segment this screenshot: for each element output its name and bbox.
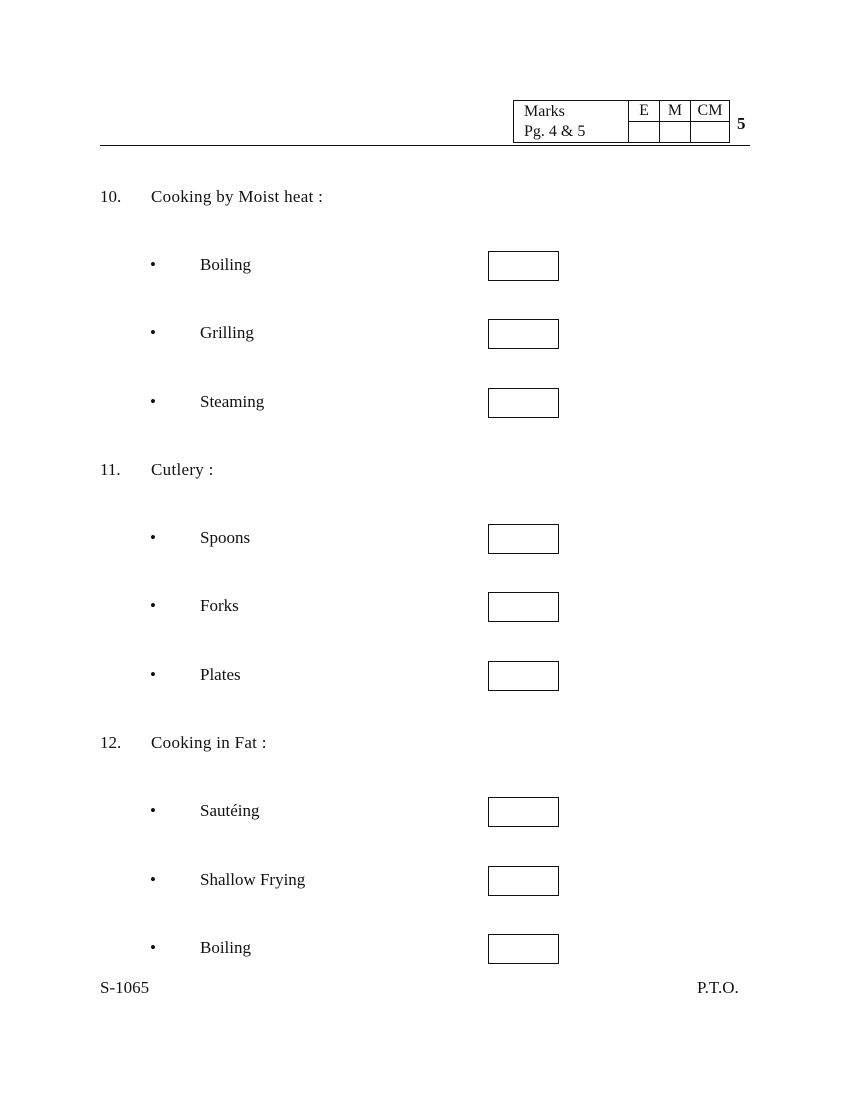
option-shallow-frying: [150, 866, 560, 896]
answer-box[interactable]: [488, 797, 559, 827]
bullet-icon: •: [150, 255, 156, 274]
bullet-icon: •: [150, 665, 156, 684]
question-text: Cooking in Fat :: [151, 733, 267, 752]
answer-box[interactable]: [488, 866, 559, 896]
option-sauteing: [150, 797, 560, 827]
option-label: Shallow Frying: [200, 870, 306, 889]
option-label: Steaming: [200, 392, 265, 411]
option-spoons: [150, 524, 560, 554]
bullet-icon: •: [150, 870, 156, 889]
bullet-icon: •: [150, 801, 156, 820]
marks-e-field[interactable]: [629, 122, 660, 143]
marks-label-cell: [514, 101, 629, 143]
answer-box[interactable]: [488, 319, 559, 349]
header-divider: [100, 145, 750, 146]
option-forks: [150, 592, 560, 622]
bullet-icon: •: [150, 596, 156, 615]
option-label: Forks: [200, 596, 239, 615]
bullet-icon: •: [150, 938, 156, 957]
bullet-icon: •: [150, 323, 156, 342]
marks-m-field[interactable]: [660, 122, 691, 143]
option-label: Boiling: [200, 255, 252, 274]
question-number: 12.: [100, 733, 122, 752]
option-plates: [150, 661, 560, 691]
answer-box[interactable]: [488, 934, 559, 964]
marks-col-m-header: M: [660, 101, 691, 122]
bullet-icon: •: [150, 528, 156, 547]
option-boiling-fat: [150, 934, 560, 964]
paper-code: S-1065: [100, 978, 150, 997]
option-grilling: [150, 319, 560, 349]
answer-box[interactable]: [488, 388, 559, 418]
question-text: Cooking by Moist heat :: [151, 187, 324, 206]
page-number: 5: [737, 114, 746, 133]
marks-col-e-header: E: [629, 101, 660, 122]
pto-label: P.T.O.: [697, 978, 739, 997]
answer-box[interactable]: [488, 592, 559, 622]
question-number: 10.: [100, 187, 122, 206]
option-label: Spoons: [200, 528, 251, 547]
answer-box[interactable]: [488, 661, 559, 691]
marks-table: [513, 100, 730, 143]
option-steaming: [150, 388, 560, 418]
answer-box[interactable]: [488, 251, 559, 281]
question-text: Cutlery :: [151, 460, 214, 479]
bullet-icon: •: [150, 392, 156, 411]
option-boiling: [150, 251, 560, 281]
answer-box[interactable]: [488, 524, 559, 554]
option-label: Sautéing: [200, 801, 260, 820]
option-label: Plates: [200, 665, 241, 684]
option-label: Grilling: [200, 323, 254, 342]
option-label: Boiling: [200, 938, 252, 957]
pages-label: Pg. 4 & 5: [524, 122, 586, 140]
marks-col-cm-header: CM: [691, 101, 730, 122]
question-number: 11.: [100, 460, 121, 479]
marks-label: Marks: [524, 102, 565, 120]
marks-cm-field[interactable]: [691, 122, 730, 143]
